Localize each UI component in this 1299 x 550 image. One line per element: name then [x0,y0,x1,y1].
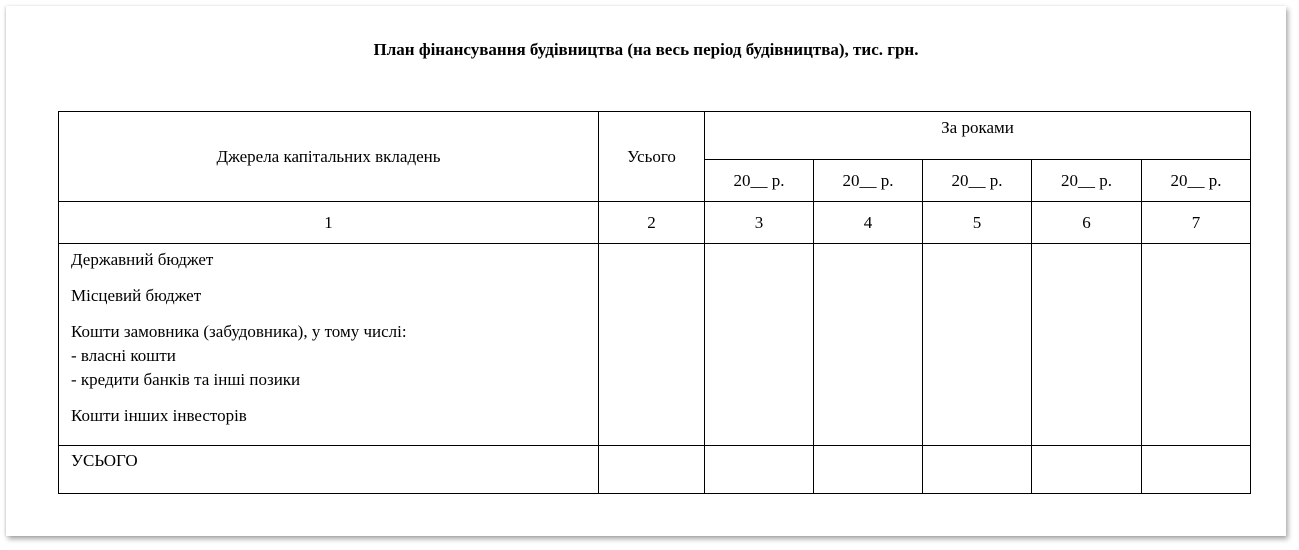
column-number-row [59,202,1251,244]
cell-year-empty [923,446,1032,494]
cell-total-empty [599,446,705,494]
header-year-2: 20__ р. [814,160,923,202]
header-total: Усього [599,112,705,202]
header-sources: Джерела капітальних вкладень [59,112,599,202]
header-year-4: 20__ р. [1032,160,1142,202]
source-customer-funds: Кошти замовника (забудовника), у тому числі: [71,322,407,341]
column-number: 4 [814,202,923,244]
source-bank-loans: - кредити банків та інші позики [71,370,301,389]
header-row [59,112,1251,160]
total-row [59,446,1251,494]
total-row-label: УСЬОГО [59,446,599,494]
source-own-funds: - власні кошти [71,346,176,365]
sources-row [59,244,1251,446]
sources-list-cell [59,244,599,446]
header-year-3: 20__ р. [923,160,1032,202]
cell-year-empty [1142,244,1251,446]
cell-year-empty [814,446,923,494]
cell-year-empty [814,244,923,446]
column-number: 2 [599,202,705,244]
column-number: 3 [705,202,814,244]
cell-year-empty [705,244,814,446]
column-number: 7 [1142,202,1251,244]
source-other-investors: Кошти інших інвесторів [71,406,247,425]
document-page [6,6,1286,536]
cell-year-empty [1032,244,1142,446]
source-local-budget: Місцевий бюджет [71,286,202,305]
document-title: План фінансування будівництва (на весь період будівництва), тис. грн. [373,40,919,59]
cell-year-empty [705,446,814,494]
cell-year-empty [1032,446,1142,494]
column-number: 1 [59,202,599,244]
header-by-years: За роками [705,112,1251,160]
source-state-budget: Державний бюджет [71,250,214,269]
column-number: 5 [923,202,1032,244]
header-year-1: 20__ р. [705,160,814,202]
cell-total-empty [599,244,705,446]
cell-year-empty [923,244,1032,446]
cell-year-empty [1142,446,1251,494]
header-year-5: 20__ р. [1142,160,1251,202]
column-number: 6 [1032,202,1142,244]
financing-plan-table [58,111,1251,494]
